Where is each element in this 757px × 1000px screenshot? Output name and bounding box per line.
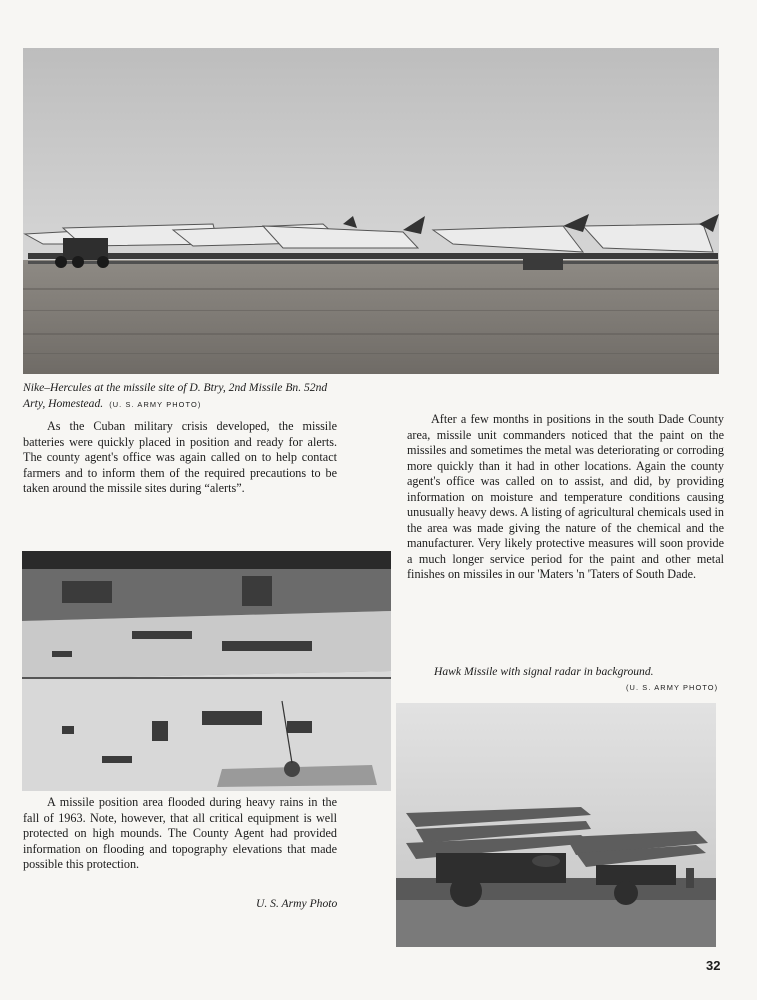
nike-hercules-photo [23,48,719,374]
photo3-credit: (U. S. ARMY PHOTO) [626,683,719,692]
photo2-credit: U. S. Army Photo [256,897,338,910]
photo3-caption: Hawk Missile with signal radar in background. [434,665,654,678]
paragraph-cuba [23,419,337,497]
photo1-credit: (U. S. ARMY PHOTO) [109,400,202,409]
paragraph-dews-text: After a few months in positions in the south Dade County area, missile unit commanders noticed that the paint on the missiles and sometimes the metal was deteriorating or corroding more quickly than it had in other locations. Again the county agent's office was called on to assist, and did, by providing information on moisture and temperature conditions causing unusually heavy dews. A listing of agricultural chemicals used in the area was made giving the nature of the chemical and the manufacturer. Very likely protective measures will soon provide a much longer service period for the paint and other metal finishes on missiles in our 'Maters 'n 'Taters of South Dade. [407,412,724,581]
flooded-missile-site-photo [22,551,391,791]
photo1-caption [23,380,333,413]
page-number: 32 [706,958,721,973]
paragraph-dews [407,412,724,583]
hawk-missile-photo [396,703,716,947]
paragraph-cuba-text: As the Cuban military crisis developed, the missile batteries were quickly placed in position and ready for alerts. The county agent's office was again called on to help contact farmers and to inform them of the required precautions to be taken around the missile sites during “alerts”. [23,419,337,495]
paragraph-flood [23,795,337,873]
paragraph-flood-text: A missile position area flooded during heavy rains in the fall of 1963. Note, however, that all critical equipment is well protected on high mounds. The County Agent had provided information on flooding and topography elevations that made possible this protection. [23,795,337,871]
photo1-caption-text: Nike–Hercules at the missile site of D. Btry, 2nd Missile Bn. 52nd Arty, Homestead. [23,381,328,410]
